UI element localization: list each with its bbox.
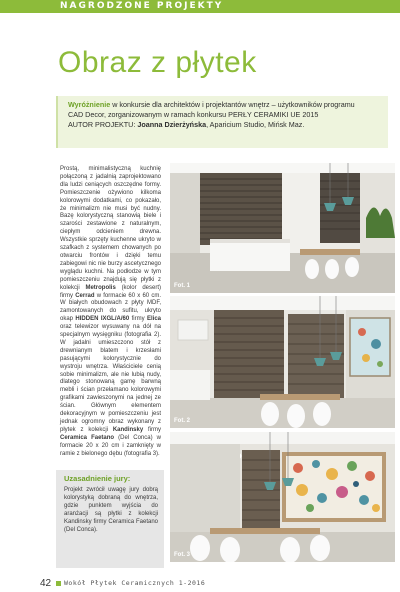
photo-3-caption: Fot. 3	[174, 552, 190, 558]
kitchen-render-1	[170, 163, 395, 293]
intro-box	[56, 96, 388, 148]
photo-1-caption: Fot. 1	[174, 283, 190, 289]
brand-cerrad: Cerrad	[75, 292, 95, 299]
jury-title: Uzasadnienie jury:	[64, 474, 131, 483]
award-highlight: Wyróżnienie	[68, 100, 111, 109]
photo-3	[170, 432, 395, 562]
brand-elica: Elica	[146, 316, 161, 323]
jury-text: Projekt zwrócił uwagę jury dobrą kolorystyką dobraną do wnętrza, gdzie punktem wyjścia do aranżacji są płytki z kolekcji Kandinsky firmy Ceramica Faetano (Del Conca).	[64, 487, 158, 533]
section-label: NAGRODZONE PROJEKTY	[60, 1, 224, 11]
kitchen-render-2	[170, 296, 395, 428]
kitchen-render-3	[170, 432, 395, 562]
body-end: (Del Conca) w formacie 20 x 20 cm i zamknięty w ramie z bielonego dębu (fotografia 3).	[60, 434, 161, 457]
author-name: Joanna Dzierżyńska	[137, 120, 207, 129]
body-m1: (kolor desert) firmy	[60, 284, 162, 299]
footer-square-icon	[56, 581, 61, 586]
jury-box	[56, 470, 164, 568]
body-m4: oraz telewizor wysuwany na dół na specjalnym wysięgniku (fotografia 2). W jadalni umieszczono stół z drewnianym blatem i krzesłami pasującymi kolorystycznie do wystroju wnętrza. Właściciele cenią sobie minimalizm, ale nie lubią nudy, dlatego stonowaną gamę barwną mebli i ścian przełamano kolorowymi grafikami zawieszonymi na jednej ze ścian. Głównym elementem dekoracyjnym w pomieszczeniu jest jednak ogromny obraz wykonany z płytek z kolekcji	[60, 324, 161, 433]
intro-line2: CAD Decor, zorganizowanym w ramach konkursu PERŁY CERAMIKI UE 2015	[68, 110, 319, 119]
photo-2	[170, 296, 395, 428]
page-number: 42	[40, 578, 52, 589]
body-m5: firmy	[143, 426, 161, 433]
body-text	[60, 166, 161, 459]
brand-faetano: Ceramica Faetano	[60, 434, 115, 441]
intro-line1: w konkursie dla architektów i projektantów wnętrz – użytkowników programu	[110, 100, 355, 109]
body-p1: Prostą, minimalistyczną kuchnię połączoną z jadalnią zaprojektowano dla ludzi ceniących oszczędne formy. Pomieszczenie ożywiono kilkoma kolorowymi dodatkami, co pokazało, że minimalizm nie musi być nudny. Bazę kolorystyczną stanowią biele i szarości zestawione z naturalnym, ciepłym odcieniem drewna. Wszystkie sprzęty kuchenne ukryto w szafkach z systemem chowanych po otwarciu frontów i dzięki temu zabiegowi nic nie burzy ascetycznego wyglądu kuchni. Na podłodze w tym pomieszczeniu znajdują się płytki z kolekcji	[60, 166, 161, 291]
intro-text	[68, 100, 384, 130]
author-prefix: AUTOR PROJEKTU:	[68, 120, 138, 129]
author-suffix: , Aparicium Studio, Mińsk Maz.	[206, 120, 305, 129]
article-title: Obraz z płytek	[58, 46, 257, 79]
body-m2: w formacie 60 x 60 cm. W białych obudowach z płyty MDF, zamontowanych do sufitu, ukryto okap	[60, 292, 161, 323]
photo-2-caption: Fot. 2	[174, 418, 190, 424]
product-hidden: HIDDEN IXGL/A/60	[75, 316, 130, 323]
product-metropolis: Metropolis	[85, 284, 116, 291]
photo-1	[170, 163, 395, 293]
body-m3: firmy	[129, 316, 147, 323]
magazine-name: Wokół Płytek Ceramicznych 1-2016	[64, 579, 206, 587]
product-kandinsky: Kandinsky	[112, 426, 144, 433]
